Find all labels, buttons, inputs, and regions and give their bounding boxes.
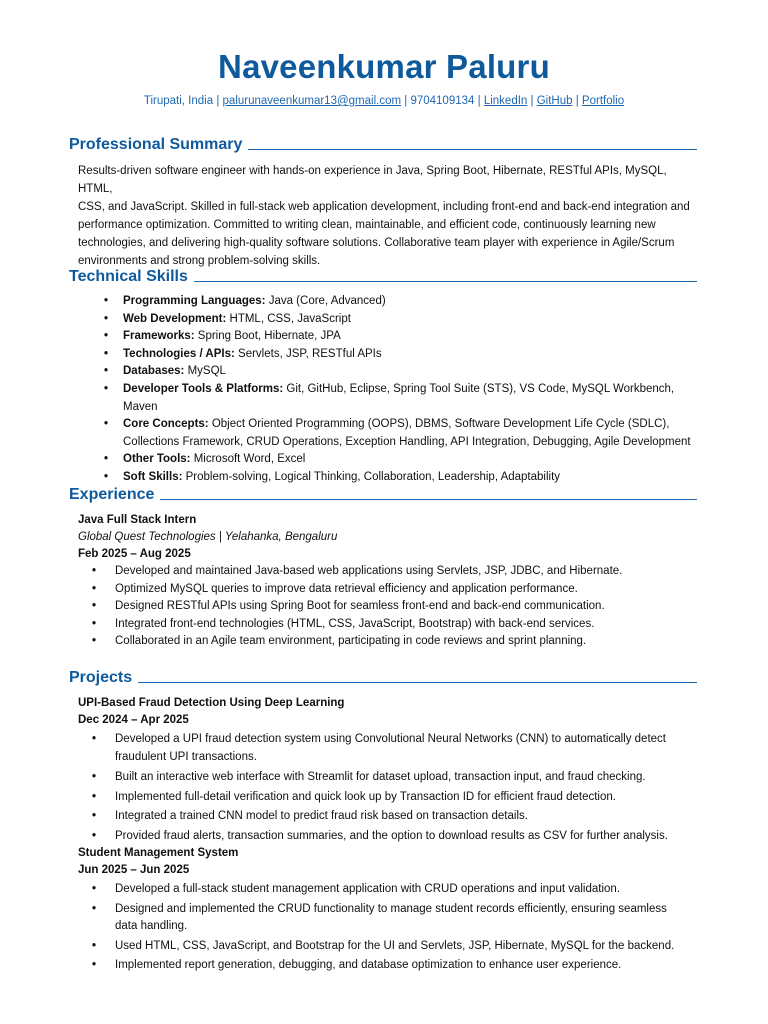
skill-value: Object Oriented Programming (OOPS), DBMS, Software Development Life Cycle (SDLC), — [208, 418, 670, 431]
skill-value: HTML, CSS, JavaScript — [226, 312, 351, 325]
section-divider — [160, 499, 697, 500]
list-item: • Integrated front-end technologies (HTML, CSS, JavaScript, Bootstrap) with back-end services. — [115, 616, 695, 634]
skill-label: Frameworks: — [123, 330, 195, 343]
list-item: • Used HTML, CSS, JavaScript, and Bootstrap for the UI and Servlets, JSP, Hibernate, MySQL for the backend. — [115, 938, 695, 956]
section-title: Experience — [69, 486, 155, 503]
section-divider — [194, 281, 697, 282]
list-item: • Implemented report generation, debugging, and database optimization to enhance user experience. — [115, 957, 695, 975]
job-dates: Feb 2025 – Aug 2025 — [78, 548, 191, 560]
section-title: Projects — [69, 669, 133, 686]
list-item: • Built an interactive web interface with Streamlit for dataset upload, transaction input, and fraud checking. — [115, 769, 695, 787]
job-title: Java Full Stack Intern — [78, 514, 197, 526]
summary-text — [78, 162, 693, 270]
separator: | — [575, 95, 579, 107]
skill-value: Problem-solving, Logical Thinking, Collaboration, Leadership, Adaptability — [182, 470, 561, 483]
project-bullets — [115, 881, 695, 975]
list-item: • Developed a full-stack student management application with CRUD operations and input validation. — [115, 881, 695, 899]
skill-label: Web Development: — [123, 312, 227, 325]
section-experience — [69, 486, 697, 504]
list-item — [115, 731, 695, 766]
skill-label: Programming Languages: — [123, 295, 266, 307]
summary-line: performance optimization. Committed to writing clean, maintainable, and efficient code, continuously learning new — [78, 219, 656, 231]
section-title: Technical Skills — [69, 268, 188, 285]
linkedin-link[interactable]: LinkedIn — [483, 95, 528, 107]
skill-value: Collections Framework, CRUD Operations, Exception Handling, API Integration, Debugging, Agile Development — [123, 435, 691, 448]
skill-value: Spring Boot, Hibernate, JPA — [194, 330, 341, 343]
company: Global Quest Technologies | Yelahanka, Bengaluru — [78, 531, 338, 543]
section-divider — [138, 682, 697, 683]
skill-label: Databases: — [123, 365, 185, 378]
summary-line: technologies, and delivering high-quality software solutions. Collaborative team player with experience in Agile/Scrum — [78, 237, 675, 249]
list-item: • Designed RESTful APIs using Spring Boot for seamless front-end and back-end communication. — [115, 598, 695, 616]
section-divider — [248, 149, 697, 150]
list-item — [123, 346, 703, 364]
bullet-text: fraudulent UPI transactions. — [115, 750, 257, 763]
section-skills — [69, 268, 697, 286]
bullet-text: Designed and implemented the CRUD functionality to manage student records efficiently, ensuring seamless — [115, 902, 667, 915]
list-item: • Collaborated in an Agile team environment, participating in code reviews and sprint planning. — [115, 633, 695, 651]
separator: | — [404, 95, 408, 107]
email-link[interactable]: palurunaveenkumar13@gmail.com — [222, 95, 402, 107]
skill-label: Core Concepts: — [123, 418, 209, 431]
separator: | — [477, 95, 481, 107]
list-item — [123, 311, 703, 329]
section-title: Professional Summary — [69, 136, 243, 153]
list-item — [123, 381, 703, 416]
skill-value: Git, GitHub, Eclipse, Spring Tool Suite (STS), VS Code, MySQL Workbench, Maven — [123, 382, 675, 413]
bullet-text: Developed a UPI fraud detection system using Convolutional Neural Networks (CNN) to automatically detect — [115, 733, 666, 745]
skills-list — [123, 293, 703, 487]
skill-value: Microsoft Word, Excel — [190, 453, 306, 466]
section-summary — [69, 136, 697, 154]
skill-value: Java (Core, Advanced) — [265, 295, 386, 307]
skill-label: Other Tools: — [123, 453, 191, 466]
list-item — [123, 363, 703, 381]
summary-line: CSS, and JavaScript. Skilled in full-stack web application development, including front-end and back-end integration and — [78, 201, 690, 213]
location: Tirupati, India — [143, 95, 214, 107]
summary-line: environments and strong problem-solving skills. — [78, 255, 321, 267]
skill-value: Servlets, JSP, RESTful APIs — [234, 347, 382, 360]
list-item: • Implemented full-detail verification and quick look up by Transaction ID for efficient fraud detection. — [115, 789, 695, 807]
project-title: Student Management System — [78, 847, 239, 859]
bullet-text: data handling. — [115, 920, 188, 932]
summary-line: Results-driven software engineer with hands-on experience in Java, Spring Boot, Hibernate, RESTful APIs, MySQL, HTML, — [78, 165, 667, 195]
list-item — [123, 293, 703, 311]
project-dates: Dec 2024 – Apr 2025 — [78, 714, 189, 726]
project-title: UPI-Based Fraud Detection Using Deep Learning — [78, 697, 345, 709]
skill-label: Soft Skills: — [123, 470, 183, 483]
list-item: • Developed and maintained Java-based web applications using Servlets, JSP, JDBC, and Hibernate. — [115, 563, 695, 581]
separator: | — [530, 95, 534, 107]
project-dates: Jun 2025 – Jun 2025 — [78, 864, 190, 876]
skill-label: Technologies / APIs: — [123, 347, 235, 360]
experience-bullets — [115, 563, 695, 651]
list-item — [123, 416, 703, 451]
portfolio-link[interactable]: Portfolio — [581, 95, 625, 107]
section-projects — [69, 669, 697, 687]
list-item: • Optimized MySQL queries to improve data retrieval efficiency and application performance. — [115, 581, 695, 599]
github-link[interactable]: GitHub — [536, 95, 573, 107]
list-item — [123, 328, 703, 346]
contact-line — [0, 95, 768, 107]
skill-label: Developer Tools & Platforms: — [123, 382, 284, 395]
list-item: • Provided fraud alerts, transaction summaries, and the option to download results as CSV for further analysis. — [115, 828, 695, 846]
skill-value: MySQL — [184, 365, 226, 378]
list-item — [123, 469, 703, 487]
list-item — [123, 451, 703, 469]
resume-name: Naveenkumar Paluru — [218, 48, 550, 85]
phone: 9704109134 — [410, 95, 475, 107]
list-item: • Integrated a trained CNN model to predict fraud risk based on transaction details. — [115, 808, 695, 826]
project-bullets — [115, 731, 695, 845]
separator: | — [216, 95, 220, 107]
list-item — [115, 901, 695, 936]
